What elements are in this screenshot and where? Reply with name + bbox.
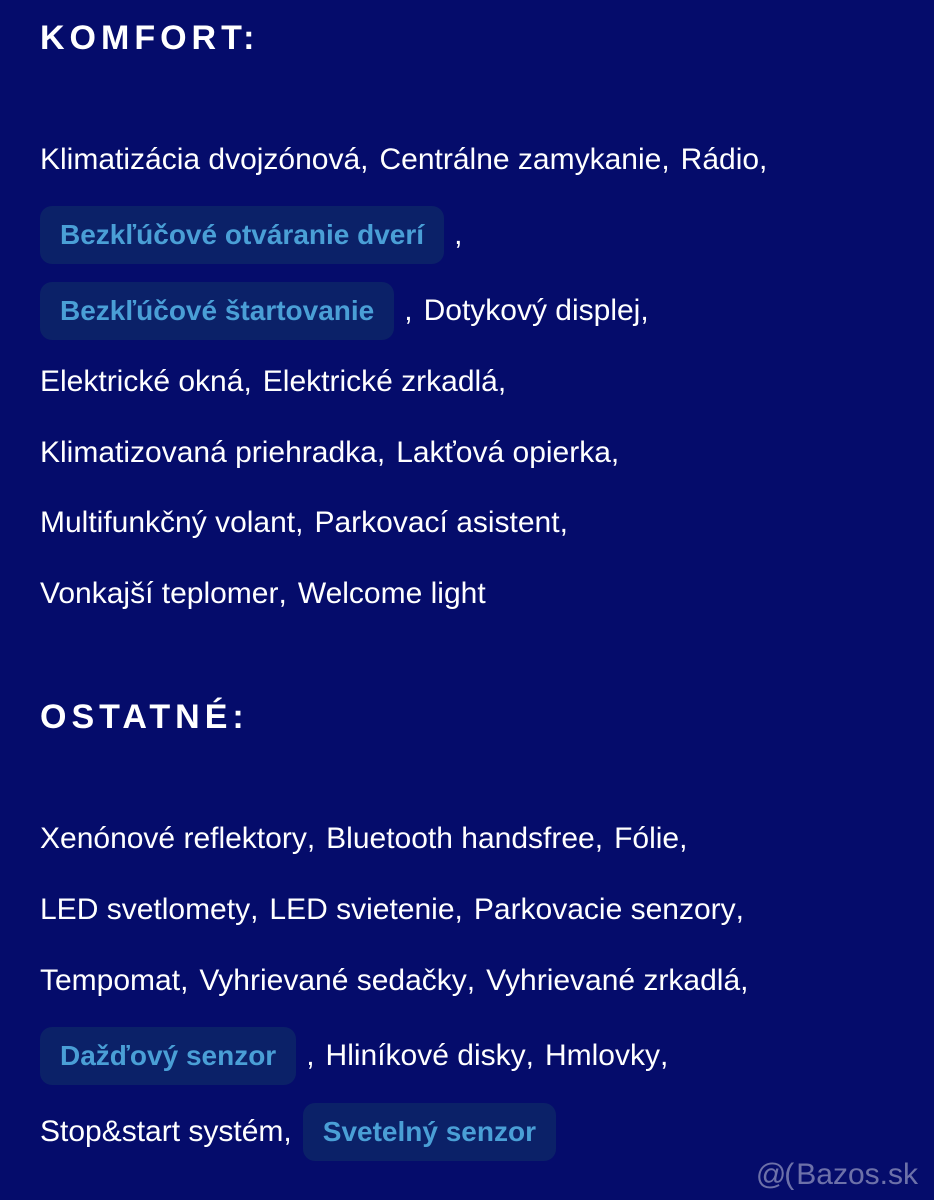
feature-label: Vyhrievané sedačky: [199, 964, 467, 997]
feature-item: [269, 893, 462, 927]
feature-item: [40, 893, 258, 927]
feature-label: Xenónové reflektory: [40, 822, 307, 855]
feature-item: [40, 282, 413, 340]
feature-item: [424, 294, 649, 328]
bazos-logo-icon: @(: [755, 1158, 793, 1191]
separator-comma: ,: [735, 893, 745, 926]
feature-item: [474, 893, 744, 927]
feature-line: [40, 1102, 914, 1162]
feature-label: Klimatizovaná priehradka: [40, 436, 377, 469]
separator-comma: ,: [243, 365, 252, 398]
feature-line: [40, 1026, 914, 1086]
feature-line: [40, 809, 914, 869]
section-title-komfort: KOMFORT:: [40, 19, 260, 57]
feature-item: [380, 143, 670, 177]
separator-comma: ,: [497, 365, 507, 398]
feature-item: [614, 822, 687, 856]
feature-line: [40, 281, 914, 341]
separator-comma: ,: [278, 577, 287, 610]
section-title-ostatne: OSTATNÉ:: [40, 698, 249, 736]
separator-comma: ,: [640, 294, 649, 327]
feature-item: [40, 577, 287, 611]
separator-comma: ,: [659, 1039, 669, 1072]
feature-item: [40, 365, 252, 399]
feature-item: [40, 1115, 292, 1149]
feature-link-bezklucove-otvaranie-dveri[interactable]: Bezkľúčové otváranie dverí: [40, 206, 444, 264]
feature-label: Rádio: [680, 143, 760, 176]
feature-item: [40, 206, 462, 264]
feature-label: Parkovacie senzory: [473, 893, 736, 926]
feature-item: [396, 436, 619, 470]
separator-comma: ,: [360, 143, 369, 176]
separator-comma: ,: [740, 964, 749, 997]
feature-line: [40, 130, 914, 190]
separator-comma: ,: [594, 822, 604, 855]
feature-link-dazdovy-senzor[interactable]: Dažďový senzor: [40, 1027, 296, 1085]
feature-label: Dotykový displej: [423, 294, 641, 327]
feature-item: [298, 577, 486, 611]
feature-link-bezklucove-startovanie[interactable]: Bezkľúčové štartovanie: [40, 282, 394, 340]
feature-label: Hliníkové disky: [325, 1039, 526, 1072]
feature-line: [40, 880, 914, 940]
separator-comma: ,: [454, 893, 463, 926]
separator-comma: ,: [180, 964, 189, 997]
separator-comma: ,: [306, 1039, 315, 1072]
feature-label: Hmlovky: [544, 1039, 660, 1072]
separator-comma: ,: [454, 218, 463, 251]
watermark-text: Bazos.sk: [796, 1158, 918, 1191]
feature-label: LED svetlomety: [40, 893, 251, 926]
feature-label: Fólie: [614, 822, 680, 855]
feature-item: [40, 436, 385, 470]
separator-comma: ,: [661, 143, 670, 176]
feature-item: [40, 964, 188, 998]
separator-comma: ,: [376, 436, 386, 469]
separator-comma: ,: [559, 506, 568, 539]
separator-comma: ,: [759, 143, 768, 176]
feature-line: [40, 951, 914, 1011]
feature-item: [486, 964, 748, 998]
feature-line: [40, 423, 914, 483]
feature-label: LED svietenie: [269, 893, 455, 926]
feature-label: Centrálne zamykanie: [379, 143, 662, 176]
feature-line: [40, 352, 914, 412]
feature-link-svetelny-senzor[interactable]: Svetelný senzor: [303, 1103, 556, 1161]
feature-label: Lakťová opierka: [396, 436, 611, 469]
feature-label: Klimatizácia dvojzónová: [40, 143, 361, 176]
feature-label: Multifunkčný volant: [40, 506, 296, 539]
feature-item: [199, 964, 475, 998]
feature-line: [40, 205, 914, 265]
feature-label: Welcome light: [297, 577, 486, 610]
feature-label: Elektrické zrkadlá: [262, 365, 498, 398]
feature-label: Vonkajší teplomer: [40, 577, 279, 610]
feature-label: Tempomat: [40, 964, 181, 997]
feature-item: [40, 1027, 315, 1085]
feature-item: [326, 1039, 534, 1073]
separator-comma: ,: [306, 822, 316, 855]
feature-line: [40, 493, 914, 553]
feature-line: [40, 564, 914, 624]
separator-comma: ,: [283, 1115, 292, 1148]
feature-item: [303, 1103, 556, 1161]
feature-item: [263, 365, 506, 399]
feature-item: [681, 143, 768, 177]
bazos-watermark: [756, 1158, 918, 1192]
separator-comma: ,: [250, 893, 259, 926]
separator-comma: ,: [295, 506, 304, 539]
feature-label: Bluetooth handsfree: [326, 822, 595, 855]
separator-comma: ,: [679, 822, 688, 855]
feature-label: Elektrické okná: [40, 365, 244, 398]
feature-item: [40, 506, 303, 540]
feature-item: [40, 143, 369, 177]
feature-item: [326, 822, 603, 856]
separator-comma: ,: [610, 436, 620, 469]
feature-label: Vyhrievané zrkadlá: [486, 964, 741, 997]
feature-label: Parkovací asistent: [314, 506, 560, 539]
separator-comma: ,: [525, 1039, 534, 1072]
feature-item: [545, 1039, 668, 1073]
feature-item: [40, 822, 315, 856]
feature-label: Stop&start systém: [40, 1115, 284, 1148]
separator-comma: ,: [466, 964, 476, 997]
separator-comma: ,: [404, 294, 413, 327]
feature-item: [314, 506, 567, 540]
